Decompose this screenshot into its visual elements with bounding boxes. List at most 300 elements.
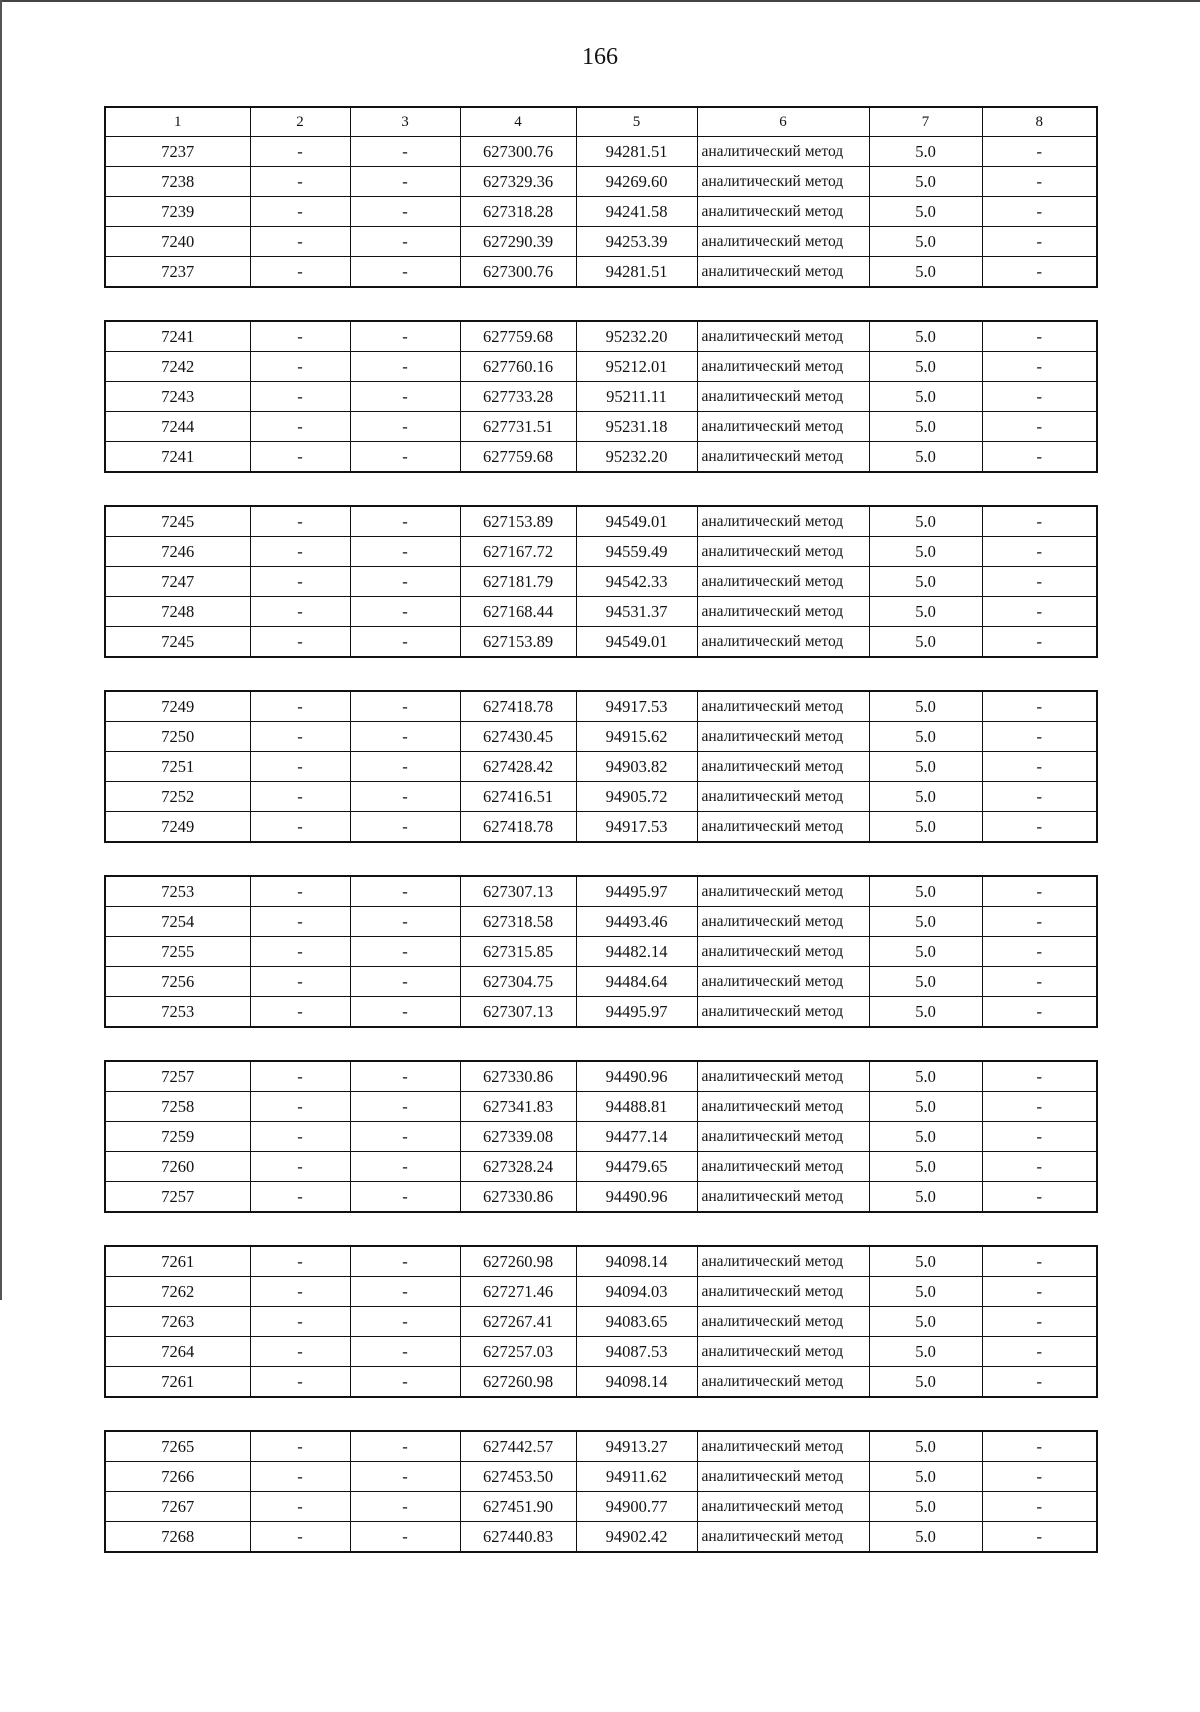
table-cell: 627307.13 <box>460 997 576 1028</box>
table-cell: - <box>350 1492 460 1522</box>
table-cell: аналитический метод <box>697 1492 869 1522</box>
table-cell: 5.0 <box>869 997 982 1028</box>
table-cell: 5.0 <box>869 907 982 937</box>
table-cell: 94253.39 <box>576 227 697 257</box>
table-cell: 7245 <box>105 627 250 658</box>
table-row <box>105 1307 1097 1337</box>
column-header: 5 <box>576 107 697 137</box>
table-row <box>105 1492 1097 1522</box>
table-cell: - <box>250 227 350 257</box>
table-cell: 5.0 <box>869 722 982 752</box>
table-cell: 5.0 <box>869 1152 982 1182</box>
table-cell: - <box>982 627 1097 658</box>
table-row <box>105 1152 1097 1182</box>
table-cell: - <box>350 1122 460 1152</box>
coordinate-block-table <box>104 875 1098 1028</box>
table-cell: - <box>982 412 1097 442</box>
table-cell: 7247 <box>105 567 250 597</box>
table-cell: аналитический метод <box>697 1431 869 1462</box>
table-cell: - <box>982 442 1097 473</box>
table-cell: 627430.45 <box>460 722 576 752</box>
table-cell: 95231.18 <box>576 412 697 442</box>
table-cell: 627418.78 <box>460 691 576 722</box>
table-cell: 7241 <box>105 321 250 352</box>
table-cell: аналитический метод <box>697 1462 869 1492</box>
table-cell: - <box>250 967 350 997</box>
table-cell: аналитический метод <box>697 506 869 537</box>
page-number: 166 <box>582 44 618 70</box>
table-gap <box>104 473 1096 505</box>
table-cell: - <box>982 1492 1097 1522</box>
table-cell: 7251 <box>105 752 250 782</box>
table-cell: 7265 <box>105 1431 250 1462</box>
table-cell: аналитический метод <box>697 812 869 843</box>
table-cell: - <box>250 997 350 1028</box>
table-cell: - <box>982 197 1097 227</box>
table-cell: - <box>982 752 1097 782</box>
column-header-row <box>105 107 1097 137</box>
table-cell: аналитический метод <box>697 1152 869 1182</box>
table-row <box>105 722 1097 752</box>
table-cell: аналитический метод <box>697 722 869 752</box>
table-cell: 627451.90 <box>460 1492 576 1522</box>
table-cell: - <box>250 167 350 197</box>
table-cell: 94477.14 <box>576 1122 697 1152</box>
table-cell: - <box>250 937 350 967</box>
table-cell: 5.0 <box>869 1246 982 1277</box>
table-cell: - <box>350 597 460 627</box>
table-cell: 5.0 <box>869 257 982 288</box>
table-cell: 627167.72 <box>460 537 576 567</box>
table-cell: 5.0 <box>869 1182 982 1213</box>
table-cell: аналитический метод <box>697 1522 869 1553</box>
table-cell: 94900.77 <box>576 1492 697 1522</box>
table-cell: 7259 <box>105 1122 250 1152</box>
table-cell: - <box>982 1182 1097 1213</box>
table-cell: - <box>350 382 460 412</box>
table-cell: аналитический метод <box>697 382 869 412</box>
table-cell: - <box>250 137 350 167</box>
table-row <box>105 997 1097 1028</box>
table-cell: - <box>350 937 460 967</box>
table-cell: - <box>350 537 460 567</box>
table-cell: 7258 <box>105 1092 250 1122</box>
table-cell: 627330.86 <box>460 1061 576 1092</box>
table-cell: - <box>250 1152 350 1182</box>
table-cell: 94559.49 <box>576 537 697 567</box>
table-cell: - <box>982 597 1097 627</box>
table-cell: 627760.16 <box>460 352 576 382</box>
table-cell: 627318.58 <box>460 907 576 937</box>
table-cell: 5.0 <box>869 197 982 227</box>
table-cell: 5.0 <box>869 137 982 167</box>
table-cell: - <box>982 1522 1097 1553</box>
table-cell: - <box>250 1246 350 1277</box>
table-cell: - <box>250 412 350 442</box>
table-cell: 5.0 <box>869 167 982 197</box>
table-cell: 94902.42 <box>576 1522 697 1553</box>
table-gap <box>104 1398 1096 1430</box>
table-cell: 94241.58 <box>576 197 697 227</box>
table-cell: аналитический метод <box>697 537 869 567</box>
table-cell: 5.0 <box>869 382 982 412</box>
table-cell: 5.0 <box>869 812 982 843</box>
scan-edge-left <box>0 0 2 1300</box>
table-cell: 5.0 <box>869 352 982 382</box>
table-cell: - <box>982 167 1097 197</box>
table-cell: 627453.50 <box>460 1462 576 1492</box>
coordinate-block-table <box>104 320 1098 473</box>
table-cell: 5.0 <box>869 1122 982 1152</box>
table-cell: 627416.51 <box>460 782 576 812</box>
table-cell: - <box>250 1182 350 1213</box>
coordinate-block-table <box>104 1060 1098 1213</box>
table-cell: 627428.42 <box>460 752 576 782</box>
table-row <box>105 812 1097 843</box>
table-cell: - <box>982 812 1097 843</box>
table-cell: 5.0 <box>869 1061 982 1092</box>
table-cell: 5.0 <box>869 752 982 782</box>
table-cell: аналитический метод <box>697 257 869 288</box>
table-cell: - <box>250 752 350 782</box>
table-row <box>105 506 1097 537</box>
table-cell: - <box>982 567 1097 597</box>
table-row <box>105 1122 1097 1152</box>
table-cell: 627341.83 <box>460 1092 576 1122</box>
table-cell: - <box>982 1307 1097 1337</box>
table-cell: - <box>350 1522 460 1553</box>
table-cell: аналитический метод <box>697 352 869 382</box>
table-cell: - <box>982 876 1097 907</box>
table-cell: 7242 <box>105 352 250 382</box>
table-cell: - <box>982 1277 1097 1307</box>
table-cell: - <box>982 782 1097 812</box>
table-cell: 627307.13 <box>460 876 576 907</box>
table-cell: аналитический метод <box>697 627 869 658</box>
table-cell: 94913.27 <box>576 1431 697 1462</box>
table-cell: 627260.98 <box>460 1246 576 1277</box>
table-cell: аналитический метод <box>697 876 869 907</box>
table-cell: - <box>350 1307 460 1337</box>
table-cell: аналитический метод <box>697 997 869 1028</box>
table-cell: - <box>982 321 1097 352</box>
table-row <box>105 537 1097 567</box>
table-row <box>105 967 1097 997</box>
table-cell: 7252 <box>105 782 250 812</box>
table-cell: аналитический метод <box>697 691 869 722</box>
table-cell: 5.0 <box>869 597 982 627</box>
table-cell: - <box>350 257 460 288</box>
table-cell: 94911.62 <box>576 1462 697 1492</box>
table-cell: 94903.82 <box>576 752 697 782</box>
table-cell: - <box>250 907 350 937</box>
table-cell: - <box>350 412 460 442</box>
table-cell: - <box>250 1277 350 1307</box>
table-cell: 5.0 <box>869 1307 982 1337</box>
table-cell: 94917.53 <box>576 812 697 843</box>
table-row <box>105 782 1097 812</box>
table-cell: 5.0 <box>869 627 982 658</box>
table-cell: 94094.03 <box>576 1277 697 1307</box>
table-cell: аналитический метод <box>697 167 869 197</box>
table-cell: - <box>982 1092 1097 1122</box>
table-cell: 627440.83 <box>460 1522 576 1553</box>
table-cell: - <box>250 1462 350 1492</box>
table-row <box>105 412 1097 442</box>
table-row <box>105 1337 1097 1367</box>
table-cell: - <box>350 567 460 597</box>
table-row <box>105 321 1097 352</box>
table-cell: аналитический метод <box>697 1061 869 1092</box>
table-row <box>105 567 1097 597</box>
table-gap <box>104 843 1096 875</box>
table-cell: 7255 <box>105 937 250 967</box>
table-cell: - <box>250 691 350 722</box>
scan-edge-top <box>0 0 1200 2</box>
table-cell: - <box>982 722 1097 752</box>
table-cell: - <box>250 537 350 567</box>
table-cell: - <box>350 691 460 722</box>
table-cell: - <box>982 257 1097 288</box>
table-cell: аналитический метод <box>697 782 869 812</box>
table-cell: - <box>982 227 1097 257</box>
table-cell: 94098.14 <box>576 1246 697 1277</box>
table-cell: - <box>982 1246 1097 1277</box>
table-cell: 627315.85 <box>460 937 576 967</box>
table-cell: 627330.86 <box>460 1182 576 1213</box>
table-cell: - <box>982 997 1097 1028</box>
table-cell: 5.0 <box>869 1277 982 1307</box>
table-cell: - <box>350 1061 460 1092</box>
table-cell: 627260.98 <box>460 1367 576 1398</box>
table-cell: 627759.68 <box>460 321 576 352</box>
table-cell: - <box>350 1337 460 1367</box>
table-cell: 627731.51 <box>460 412 576 442</box>
table-cell: 94490.96 <box>576 1061 697 1092</box>
table-cell: - <box>982 1431 1097 1462</box>
table-cell: - <box>350 137 460 167</box>
table-cell: 94479.65 <box>576 1152 697 1182</box>
table-cell: 94495.97 <box>576 876 697 907</box>
table-cell: 94098.14 <box>576 1367 697 1398</box>
table-cell: 627271.46 <box>460 1277 576 1307</box>
table-row <box>105 1092 1097 1122</box>
table-cell: - <box>250 506 350 537</box>
table-cell: - <box>350 1152 460 1182</box>
table-row <box>105 227 1097 257</box>
table-cell: - <box>982 1122 1097 1152</box>
table-cell: 94482.14 <box>576 937 697 967</box>
table-row <box>105 907 1097 937</box>
table-cell: 7239 <box>105 197 250 227</box>
table-cell: 95232.20 <box>576 321 697 352</box>
table-cell: аналитический метод <box>697 1307 869 1337</box>
table-cell: - <box>350 782 460 812</box>
table-cell: - <box>250 627 350 658</box>
table-cell: - <box>982 537 1097 567</box>
table-gap <box>104 1213 1096 1245</box>
table-cell: 5.0 <box>869 442 982 473</box>
table-gap <box>104 658 1096 690</box>
table-cell: аналитический метод <box>697 1367 869 1398</box>
table-row <box>105 382 1097 412</box>
table-cell: 627153.89 <box>460 506 576 537</box>
table-row <box>105 752 1097 782</box>
table-cell: - <box>350 167 460 197</box>
table-cell: 627300.76 <box>460 257 576 288</box>
table-cell: - <box>350 197 460 227</box>
table-cell: - <box>250 257 350 288</box>
table-cell: 627304.75 <box>460 967 576 997</box>
table-cell: - <box>350 227 460 257</box>
table-cell: 627290.39 <box>460 227 576 257</box>
table-cell: 7237 <box>105 137 250 167</box>
table-cell: 5.0 <box>869 876 982 907</box>
table-cell: 7250 <box>105 722 250 752</box>
table-cell: 627759.68 <box>460 442 576 473</box>
table-cell: 94484.64 <box>576 967 697 997</box>
table-cell: 7243 <box>105 382 250 412</box>
table-cell: аналитический метод <box>697 442 869 473</box>
table-cell: - <box>250 197 350 227</box>
table-cell: - <box>250 722 350 752</box>
table-row <box>105 597 1097 627</box>
table-row <box>105 1182 1097 1213</box>
table-cell: аналитический метод <box>697 1246 869 1277</box>
table-cell: - <box>982 907 1097 937</box>
table-cell: - <box>250 442 350 473</box>
table-row <box>105 691 1097 722</box>
table-row <box>105 352 1097 382</box>
table-gap <box>104 1028 1096 1060</box>
table-cell: - <box>350 907 460 937</box>
table-cell: - <box>250 782 350 812</box>
table-row <box>105 937 1097 967</box>
table-cell: 94083.65 <box>576 1307 697 1337</box>
table-cell: аналитический метод <box>697 227 869 257</box>
table-gap <box>104 288 1096 320</box>
table-cell: 5.0 <box>869 1462 982 1492</box>
table-cell: 7262 <box>105 1277 250 1307</box>
table-cell: - <box>982 506 1097 537</box>
table-cell: 94531.37 <box>576 597 697 627</box>
table-cell: 7238 <box>105 167 250 197</box>
table-cell: - <box>982 382 1097 412</box>
table-cell: аналитический метод <box>697 197 869 227</box>
table-cell: 7249 <box>105 812 250 843</box>
table-row <box>105 442 1097 473</box>
table-cell: - <box>250 812 350 843</box>
table-cell: 7248 <box>105 597 250 627</box>
table-cell: 94269.60 <box>576 167 697 197</box>
table-cell: - <box>350 812 460 843</box>
table-cell: - <box>982 1337 1097 1367</box>
table-cell: 7260 <box>105 1152 250 1182</box>
table-cell: 7253 <box>105 997 250 1028</box>
table-cell: - <box>250 352 350 382</box>
table-cell: 5.0 <box>869 691 982 722</box>
table-cell: - <box>350 722 460 752</box>
table-cell: - <box>982 137 1097 167</box>
table-row <box>105 876 1097 907</box>
table-cell: - <box>350 352 460 382</box>
table-cell: 94542.33 <box>576 567 697 597</box>
table-cell: - <box>250 597 350 627</box>
table-cell: аналитический метод <box>697 967 869 997</box>
table-cell: 7256 <box>105 967 250 997</box>
table-row <box>105 1462 1097 1492</box>
table-row <box>105 1246 1097 1277</box>
coordinate-block-table <box>104 106 1098 288</box>
table-cell: - <box>350 442 460 473</box>
table-cell: 5.0 <box>869 537 982 567</box>
table-cell: 94087.53 <box>576 1337 697 1367</box>
table-cell: - <box>982 1462 1097 1492</box>
table-cell: 7253 <box>105 876 250 907</box>
table-cell: 5.0 <box>869 321 982 352</box>
column-header: 3 <box>350 107 460 137</box>
table-cell: - <box>250 1337 350 1367</box>
table-cell: 5.0 <box>869 1431 982 1462</box>
coordinate-block-table <box>104 1430 1098 1553</box>
table-cell: 7261 <box>105 1246 250 1277</box>
table-cell: 95212.01 <box>576 352 697 382</box>
table-cell: 627181.79 <box>460 567 576 597</box>
table-cell: - <box>250 1092 350 1122</box>
table-cell: - <box>350 1367 460 1398</box>
table-cell: 7257 <box>105 1061 250 1092</box>
table-cell: аналитический метод <box>697 1122 869 1152</box>
table-row <box>105 197 1097 227</box>
table-cell: 627733.28 <box>460 382 576 412</box>
table-row <box>105 627 1097 658</box>
table-cell: 627442.57 <box>460 1431 576 1462</box>
table-cell: 627339.08 <box>460 1122 576 1152</box>
table-cell: 7261 <box>105 1367 250 1398</box>
table-cell: 5.0 <box>869 937 982 967</box>
table-cell: 5.0 <box>869 967 982 997</box>
table-cell: 7267 <box>105 1492 250 1522</box>
table-cell: - <box>350 1246 460 1277</box>
table-row <box>105 137 1097 167</box>
table-cell: 94495.97 <box>576 997 697 1028</box>
table-cell: 7263 <box>105 1307 250 1337</box>
table-cell: 94490.96 <box>576 1182 697 1213</box>
table-cell: 5.0 <box>869 1522 982 1553</box>
coordinate-block-table <box>104 690 1098 843</box>
table-cell: - <box>982 967 1097 997</box>
table-cell: - <box>350 1277 460 1307</box>
table-cell: 7266 <box>105 1462 250 1492</box>
table-cell: аналитический метод <box>697 752 869 782</box>
table-cell: аналитический метод <box>697 412 869 442</box>
coordinate-block-table <box>104 505 1098 658</box>
table-cell: - <box>350 1092 460 1122</box>
table-cell: - <box>982 937 1097 967</box>
table-row <box>105 1061 1097 1092</box>
table-cell: - <box>250 1307 350 1337</box>
table-cell: 7237 <box>105 257 250 288</box>
table-cell: - <box>250 1367 350 1398</box>
table-cell: - <box>250 382 350 412</box>
table-cell: 94281.51 <box>576 257 697 288</box>
table-cell: 627318.28 <box>460 197 576 227</box>
table-cell: - <box>350 967 460 997</box>
column-header: 7 <box>869 107 982 137</box>
table-cell: - <box>350 997 460 1028</box>
table-row <box>105 1431 1097 1462</box>
table-cell: 627418.78 <box>460 812 576 843</box>
